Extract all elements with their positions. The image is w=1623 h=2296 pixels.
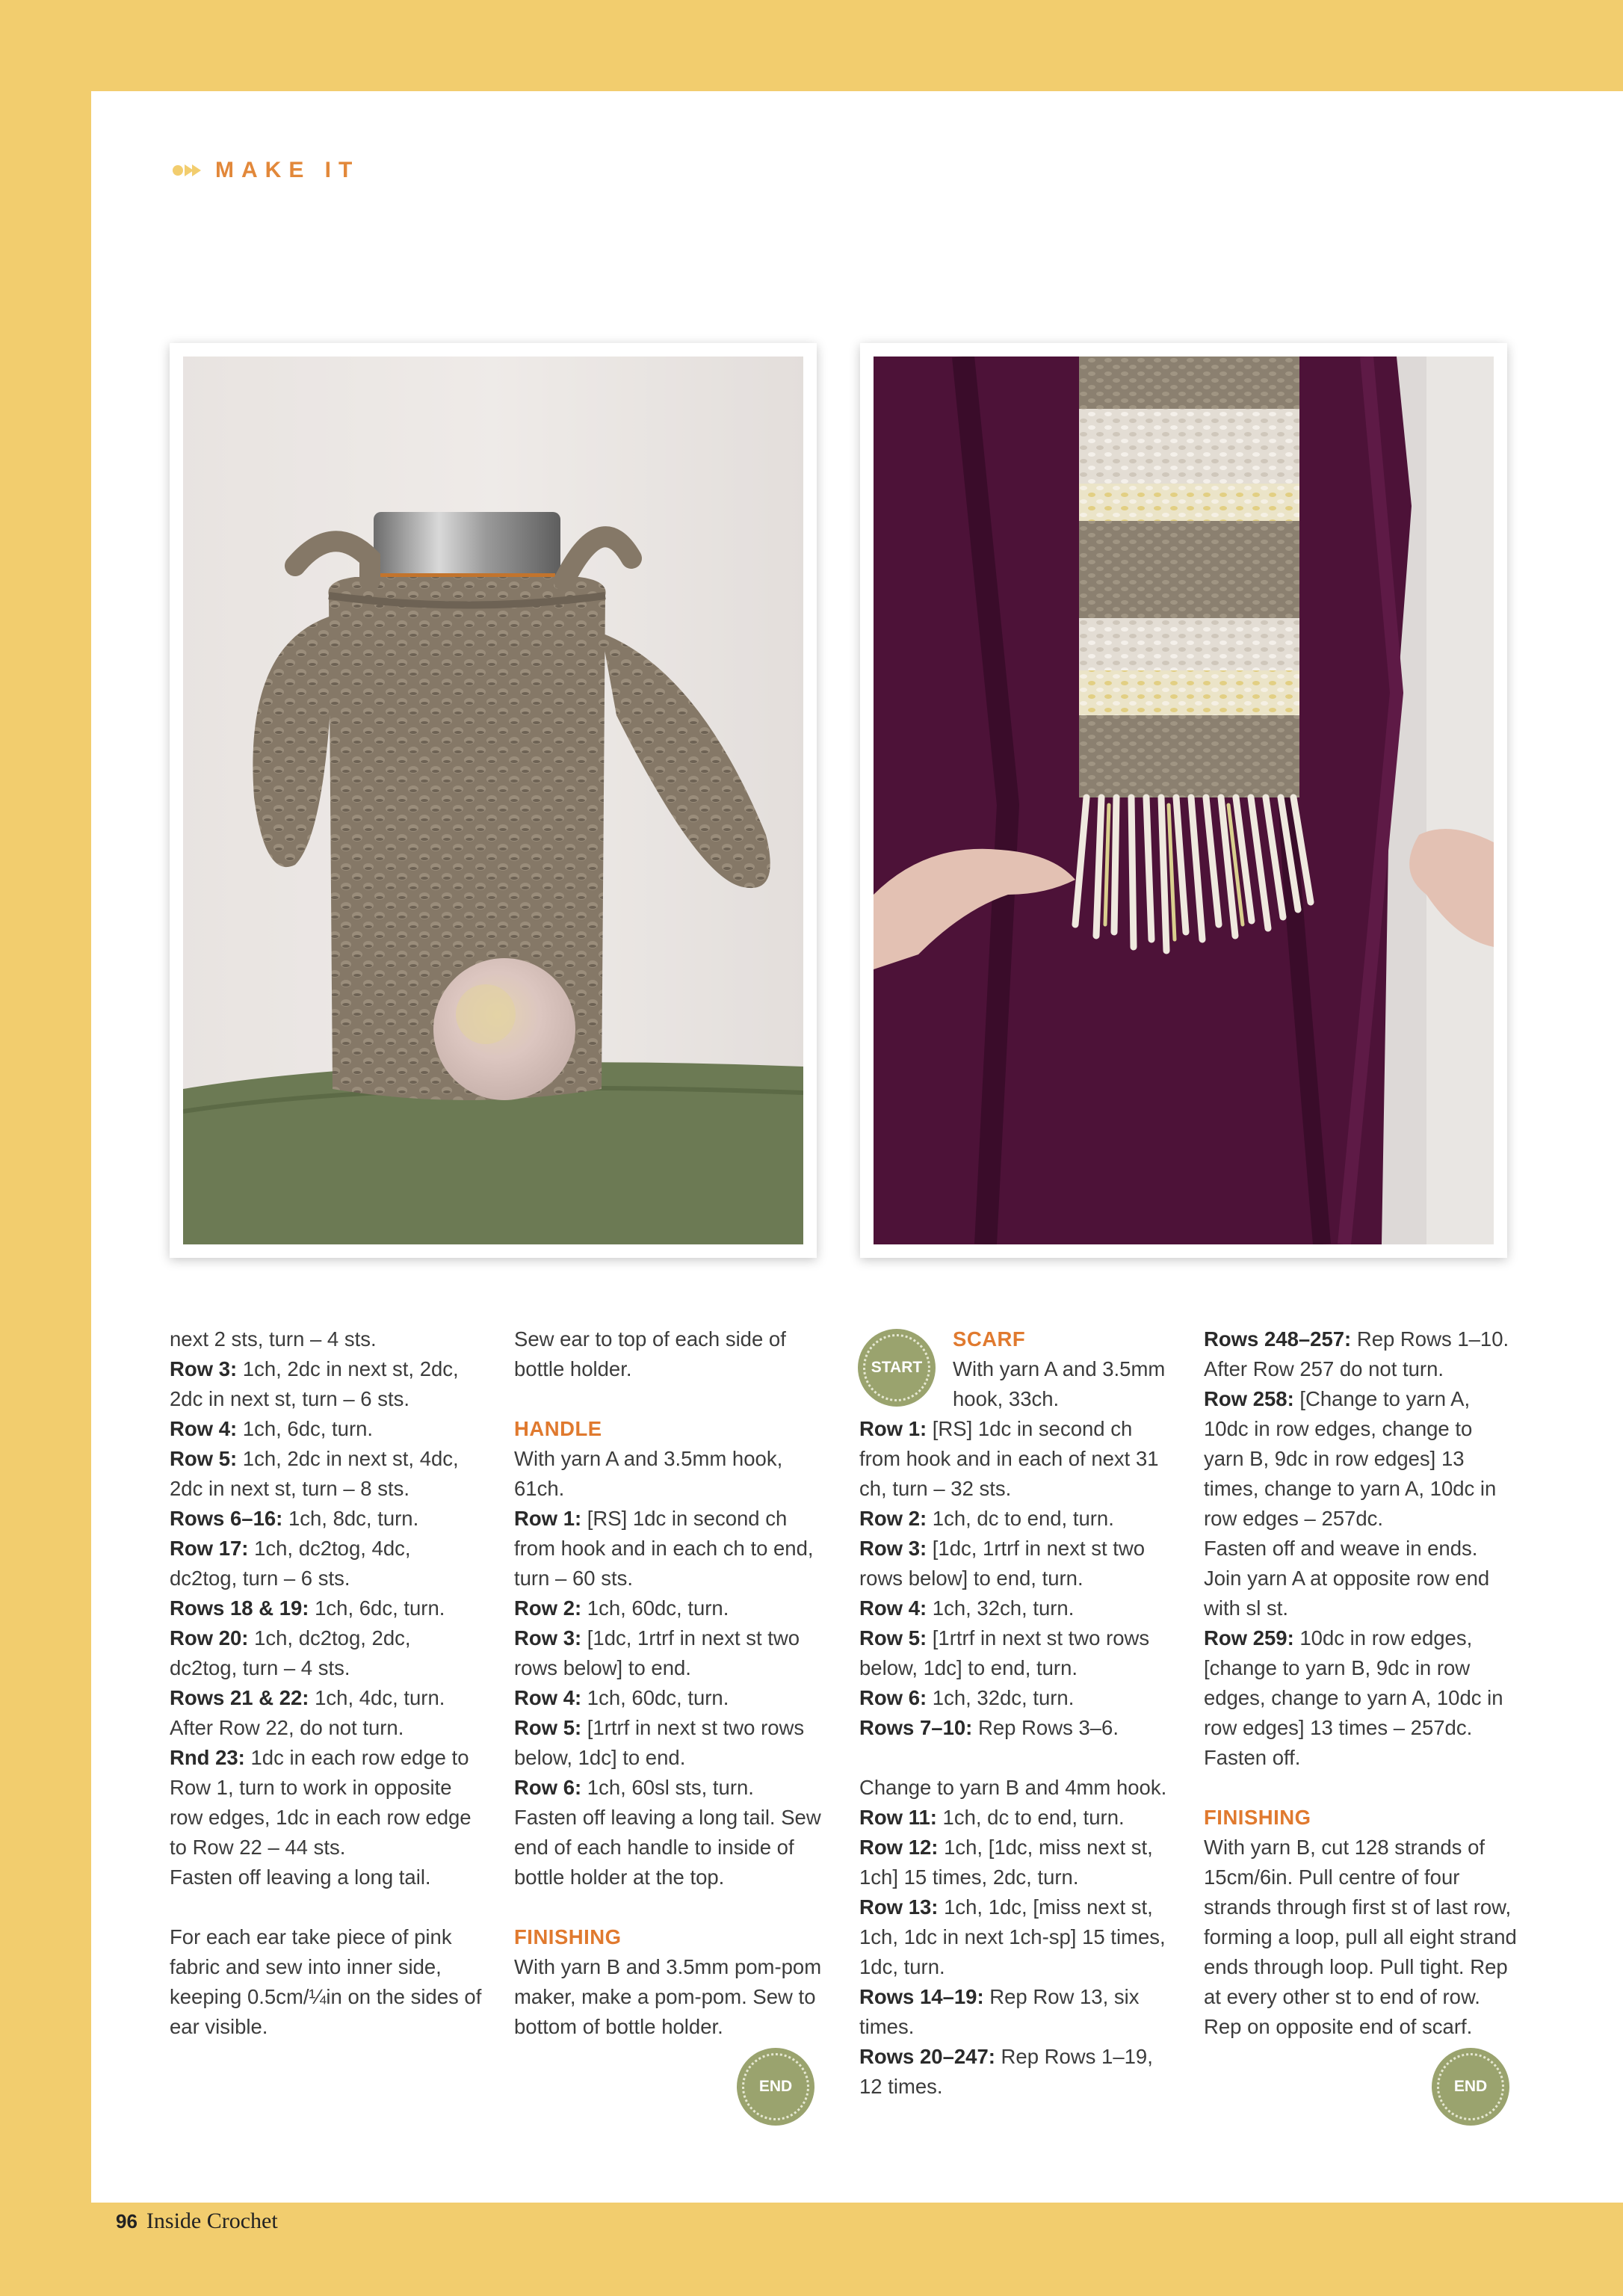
paragraph-gap: [170, 1892, 483, 1922]
row-instruction: 1ch, 6dc, turn.: [309, 1596, 445, 1620]
row-label: Rnd 23:: [170, 1746, 245, 1769]
row-label: Row 6:: [859, 1686, 927, 1709]
row-label: Row 258:: [1204, 1387, 1294, 1410]
row-instruction: 1dc in each row edge to Row 1, turn to work in opposite row edges, 1dc in each row edge to Row 22 – 44 sts.: [170, 1746, 472, 1859]
row-label: Row 11:: [859, 1806, 937, 1829]
row-label: Row 4:: [170, 1417, 238, 1440]
instruction-row: [859, 1803, 1173, 1833]
row-instruction: [1rtrf in next st two rows below, 1dc] to end.: [514, 1716, 805, 1769]
instruction-row: [514, 1683, 828, 1713]
row-instruction: 1ch, dc to end, turn.: [927, 1507, 1114, 1530]
double-arrow-icon: [172, 161, 202, 179]
row-instruction: Rep Rows 3–6.: [972, 1716, 1119, 1739]
instruction-row: [170, 1623, 483, 1683]
row-instruction: 1ch, dc2tog, 4dc, dc2tog, turn – 6 sts.: [170, 1537, 411, 1590]
bottle-holder-image: [183, 357, 803, 1244]
start-badge: [858, 1329, 936, 1407]
instruction-row: [514, 1773, 828, 1803]
instruction-row: [170, 1354, 483, 1414]
instruction-row: [1204, 1324, 1518, 1354]
row-instruction: 1ch, dc2tog, 2dc, dc2tog, turn – 4 sts.: [170, 1626, 411, 1679]
row-label: Rows 6–16:: [170, 1507, 283, 1530]
row-instruction: 1ch, 32dc, turn.: [927, 1686, 1075, 1709]
instruction-text: After Row 22, do not turn.: [170, 1716, 404, 1739]
instruction-row: [170, 1444, 483, 1504]
row-label: Row 13:: [859, 1895, 939, 1919]
end-badge-label: END: [758, 2078, 793, 2095]
row-instruction: 1ch, 60sl sts, turn.: [581, 1776, 754, 1799]
instruction-row: [514, 1504, 828, 1593]
instruction-row: [859, 1833, 1173, 1892]
row-instruction: Rep Rows 1–10.: [1351, 1327, 1509, 1351]
instruction-text: Fasten off leaving a long tail. Sew end of each handle to inside of bottle holder at the top.: [514, 1806, 821, 1889]
row-label: Row 3:: [859, 1537, 927, 1560]
instruction-row: [859, 1713, 1173, 1743]
instruction-text: Sew ear to top of each side of bottle holder.: [514, 1327, 786, 1380]
text-column-1: [170, 1324, 483, 2042]
row-instruction: 10dc in row edges, [change to yarn B, 9dc in row edges, change to yarn A, 10dc in row edges] 13 times – 257dc. Fasten off.: [1204, 1626, 1503, 1769]
section-tag: [172, 155, 359, 185]
row-label: Row 6:: [514, 1776, 582, 1799]
instruction-row: [859, 1593, 1173, 1623]
end-badge-holder: [737, 2048, 814, 2126]
page-number: 96: [116, 2209, 137, 2232]
instruction-row: [859, 1504, 1173, 1534]
row-instruction: [Change to yarn A, 10dc in row edges, change to yarn B, 9dc in row edges] 13 times, change to yarn A, 10dc in row edges – 257dc.: [1204, 1387, 1497, 1530]
instruction-text: With yarn B and 3.5mm pom-pom maker, make a pom-pom. Sew to bottom of bottle holder.: [514, 1955, 822, 2038]
text-column-3: [859, 1324, 1173, 2102]
row-instruction: 1ch, 32ch, turn.: [927, 1596, 1075, 1620]
row-instruction: 1ch, [1dc, miss next st, 1ch] 15 times, 2dc, turn.: [859, 1836, 1153, 1889]
row-label: Row 5:: [859, 1626, 927, 1650]
instruction-text: Fasten off leaving a long tail.: [170, 1866, 431, 1889]
row-instruction: 1ch, 60dc, turn.: [581, 1686, 729, 1709]
start-badge-label: START: [871, 1359, 923, 1376]
row-label: Row 1:: [859, 1417, 927, 1440]
row-label: Row 2:: [859, 1507, 927, 1530]
row-label: Row 259:: [1204, 1626, 1294, 1650]
row-label: Row 4:: [514, 1686, 582, 1709]
row-label: Row 2:: [514, 1596, 582, 1620]
instruction-row: [514, 1593, 828, 1623]
instruction-row: [1204, 1384, 1518, 1534]
instruction-text: Fasten off and weave in ends. Join yarn A at opposite row end with sl st.: [1204, 1537, 1490, 1620]
magazine-name: Inside Crochet: [146, 2209, 278, 2233]
section-heading: FINISHING: [1204, 1806, 1311, 1829]
instruction-row: [859, 1414, 1173, 1504]
photo-scarf: [860, 343, 1507, 1258]
instruction-row: [170, 1504, 483, 1534]
instruction-row: [859, 1534, 1173, 1593]
instruction-text: With yarn A and 3.5mm hook, 61ch.: [514, 1447, 783, 1500]
section-title: MAKE IT: [215, 158, 360, 182]
row-label: Rows 14–19:: [859, 1985, 984, 2008]
page-footer: [116, 2206, 278, 2236]
paragraph-gap: [514, 1384, 828, 1414]
row-label: Row 3:: [514, 1626, 582, 1650]
instruction-row: [859, 1683, 1173, 1713]
row-label: Row 5:: [514, 1716, 582, 1739]
row-instruction: [1rtrf in next st two rows below, 1dc] to end, turn.: [859, 1626, 1150, 1679]
instruction-row: [170, 1683, 483, 1713]
section-heading: HANDLE: [514, 1417, 602, 1440]
row-instruction: Rep Row 13, six times.: [859, 1985, 1140, 2038]
row-label: Row 5:: [170, 1447, 238, 1470]
row-instruction: 1ch, 4dc, turn.: [309, 1686, 445, 1709]
text-column-4: [1204, 1324, 1518, 2042]
instruction-text: Change to yarn B and 4mm hook.: [859, 1776, 1167, 1799]
row-instruction: [1dc, 1rtrf in next st two rows below] to end.: [514, 1626, 800, 1679]
paragraph-gap: [859, 1743, 1173, 1773]
end-badge-label: END: [1453, 2078, 1488, 2095]
row-instruction: Rep Rows 1–19, 12 times.: [859, 2045, 1153, 2098]
row-label: Row 4:: [859, 1596, 927, 1620]
instruction-row: [1204, 1623, 1518, 1773]
row-label: Rows 18 & 19:: [170, 1596, 309, 1620]
instruction-row: [170, 1414, 483, 1444]
row-instruction: 1ch, 8dc, turn.: [282, 1507, 419, 1530]
instruction-text: next 2 sts, turn – 4 sts.: [170, 1327, 377, 1351]
instruction-row: [859, 2042, 1173, 2102]
row-label: Rows 7–10:: [859, 1716, 973, 1739]
end-badge-scarf: [1432, 2048, 1509, 2126]
row-label: Rows 20–247:: [859, 2045, 995, 2068]
row-instruction: [1dc, 1rtrf in next st two rows below] to end, turn.: [859, 1537, 1146, 1590]
row-instruction: 1ch, 60dc, turn.: [581, 1596, 729, 1620]
paragraph-gap: [1204, 1773, 1518, 1803]
row-instruction: 1ch, 1dc, [miss next st, 1ch, 1dc in next 1ch-sp] 15 times, 1dc, turn.: [859, 1895, 1166, 1978]
section-heading: FINISHING: [514, 1925, 622, 1948]
row-instruction: 1ch, 2dc in next st, 4dc, 2dc in next st, turn – 8 sts.: [170, 1447, 459, 1500]
instruction-row: [170, 1534, 483, 1593]
instruction-text: With yarn B, cut 128 strands of 15cm/6in. Pull centre of four strands through first st of last row, forming a loop, pull all eight strand ends through loop. Pull tight. Rep at every other st to end of row. Rep on opposite end of scarf.: [1204, 1836, 1517, 2038]
row-label: Rows 21 & 22:: [170, 1686, 309, 1709]
instruction-row: [170, 1593, 483, 1623]
instruction-row: [514, 1623, 828, 1683]
row-label: Row 1:: [514, 1507, 582, 1530]
section-heading: SCARF: [953, 1327, 1026, 1351]
scarf-image: [874, 357, 1494, 1244]
instruction-row: [514, 1713, 828, 1773]
photo-bottle-holder: [170, 343, 817, 1258]
row-instruction: [RS] 1dc in second ch from hook and in each ch to end, turn – 60 sts.: [514, 1507, 814, 1590]
row-label: Row 3:: [170, 1357, 238, 1380]
row-instruction: 1ch, 2dc in next st, 2dc, 2dc in next st, turn – 6 sts.: [170, 1357, 459, 1410]
row-instruction: 1ch, 6dc, turn.: [237, 1417, 374, 1440]
instruction-row: [859, 1982, 1173, 2042]
instruction-text: After Row 257 do not turn.: [1204, 1357, 1444, 1380]
instruction-row: [859, 1892, 1173, 1982]
instruction-row: [859, 1623, 1173, 1683]
instruction-text: For each ear take piece of pink fabric and sew into inner side, keeping 0.5cm/¼in on the sides of ear visible.: [170, 1925, 482, 2038]
row-label: Row 20:: [170, 1626, 249, 1650]
row-label: Row 12:: [859, 1836, 939, 1859]
paragraph-gap: [514, 1892, 828, 1922]
row-instruction: [RS] 1dc in second ch from hook and in each of next 31 ch, turn – 32 sts.: [859, 1417, 1159, 1500]
text-column-2: [514, 1324, 828, 2042]
instruction-row: [170, 1743, 483, 1863]
row-instruction: 1ch, dc to end, turn.: [936, 1806, 1125, 1829]
instruction-text: With yarn A and 3.5mm hook, 33ch.: [953, 1357, 1166, 1410]
row-label: Row 17:: [170, 1537, 249, 1560]
row-label: Rows 248–257:: [1204, 1327, 1352, 1351]
